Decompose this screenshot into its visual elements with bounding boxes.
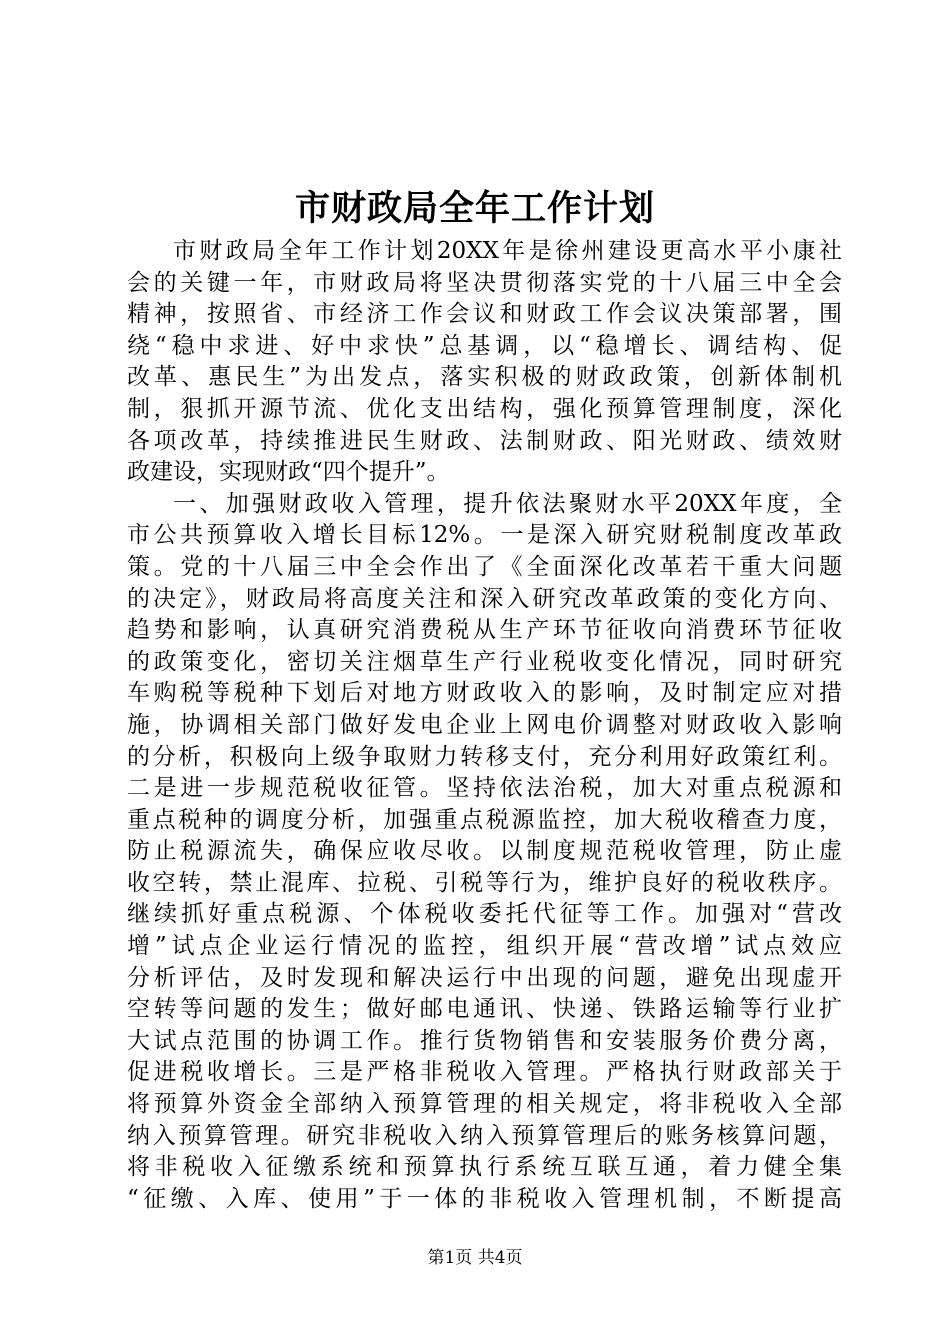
paragraph bbox=[127, 236, 842, 489]
text-line: 一、加强财政收入管理，提升依法聚财水平20XX年度，全 bbox=[173, 490, 842, 517]
text-line: 精神，按照省、市经济工作会议和财政工作会议决策部署，围 bbox=[127, 301, 842, 328]
text-line: “征缴、入库、使用”于一体的非税收入管理机制，不断提高 bbox=[127, 1185, 842, 1212]
text-line: 空转等问题的发生；做好邮电通讯、快递、铁路运输等行业扩 bbox=[127, 996, 842, 1023]
text-line: 重点税种的调度分析，加强重点税源监控，加大税收稽查力度， bbox=[127, 806, 842, 833]
document-body bbox=[127, 236, 842, 1215]
text-line: 制，狠抓开源节流、优化支出结构，强化预算管理制度，深化 bbox=[127, 395, 842, 422]
text-line: 继续抓好重点税源、个体税收委托代征等工作。加强对“营改 bbox=[127, 901, 842, 928]
text-line: 的政策变化，密切关注烟草生产行业税收变化情况，同时研究 bbox=[127, 648, 842, 675]
text-line: 促进税收增长。三是严格非税收入管理。严格执行财政部关于 bbox=[127, 1059, 842, 1086]
text-line: 政建设，实现财政“四个提升”。 bbox=[127, 459, 450, 486]
text-line: 市财政局全年工作计划20XX年是徐州建设更高水平小康社 bbox=[173, 238, 842, 264]
text-line: 防止税源流失，确保应收尽收。以制度规范税收管理，防止虚 bbox=[127, 838, 842, 865]
paragraph bbox=[127, 489, 842, 1216]
text-line: 收空转，禁止混库、拉税、引税等行为，维护良好的税收秩序。 bbox=[127, 869, 842, 896]
text-line: 施，协调相关部门做好发电企业上网电价调整对财政收入影响 bbox=[127, 711, 842, 738]
text-line: 各项改革，持续推进民生财政、法制财政、阳光财政、绩效财 bbox=[127, 427, 842, 454]
text-line: 大试点范围的协调工作。推行货物销售和安装服务价费分离， bbox=[127, 1027, 842, 1054]
text-line: 市公共预算收入增长目标12%。一是深入研究财税制度改革政 bbox=[127, 522, 842, 549]
text-line: 趋势和影响，认真研究消费税从生产环节征收向消费环节征收 bbox=[127, 617, 842, 644]
text-line: 增”试点企业运行情况的监控，组织开展“营改增”试点效应 bbox=[127, 933, 842, 960]
text-line: 车购税等税种下划后对地方财政收入的影响，及时制定应对措 bbox=[127, 680, 842, 707]
document-title: 市财政局全年工作计划 bbox=[294, 188, 655, 229]
text-line: 的决定》，财政局将高度关注和深入研究改革政策的变化方向、 bbox=[127, 585, 842, 612]
text-line: 改革、惠民生”为出发点，落实积极的财政政策，创新体制机 bbox=[127, 364, 842, 391]
text-line: 纳入预算管理。研究非税收入纳入预算管理后的账务核算问题， bbox=[127, 1122, 842, 1149]
page-number-footer: 第1页 共4页 bbox=[427, 1248, 523, 1268]
text-line: 会的关键一年，市财政局将坚决贯彻落实党的十八届三中全会 bbox=[127, 269, 842, 296]
text-line: 二是进一步规范税收征管。坚持依法治税，加大对重点税源和 bbox=[127, 775, 842, 802]
text-line: 将预算外资金全部纳入预算管理的相关规定，将非税收入全部 bbox=[127, 1091, 842, 1118]
text-line: 绕“稳中求进、好中求快”总基调，以“稳增长、调结构、促 bbox=[127, 332, 842, 359]
text-line: 的分析，积极向上级争取财力转移支付，充分利用好政策红利。 bbox=[127, 743, 842, 770]
text-line: 分析评估，及时发现和解决运行中出现的问题，避免出现虚开 bbox=[127, 964, 842, 991]
text-line: 策。党的十八届三中全会作出了《全面深化改革若干重大问题 bbox=[127, 553, 842, 580]
text-line: 将非税收入征缴系统和预算执行系统互联互通，着力健全集 bbox=[127, 1154, 842, 1181]
